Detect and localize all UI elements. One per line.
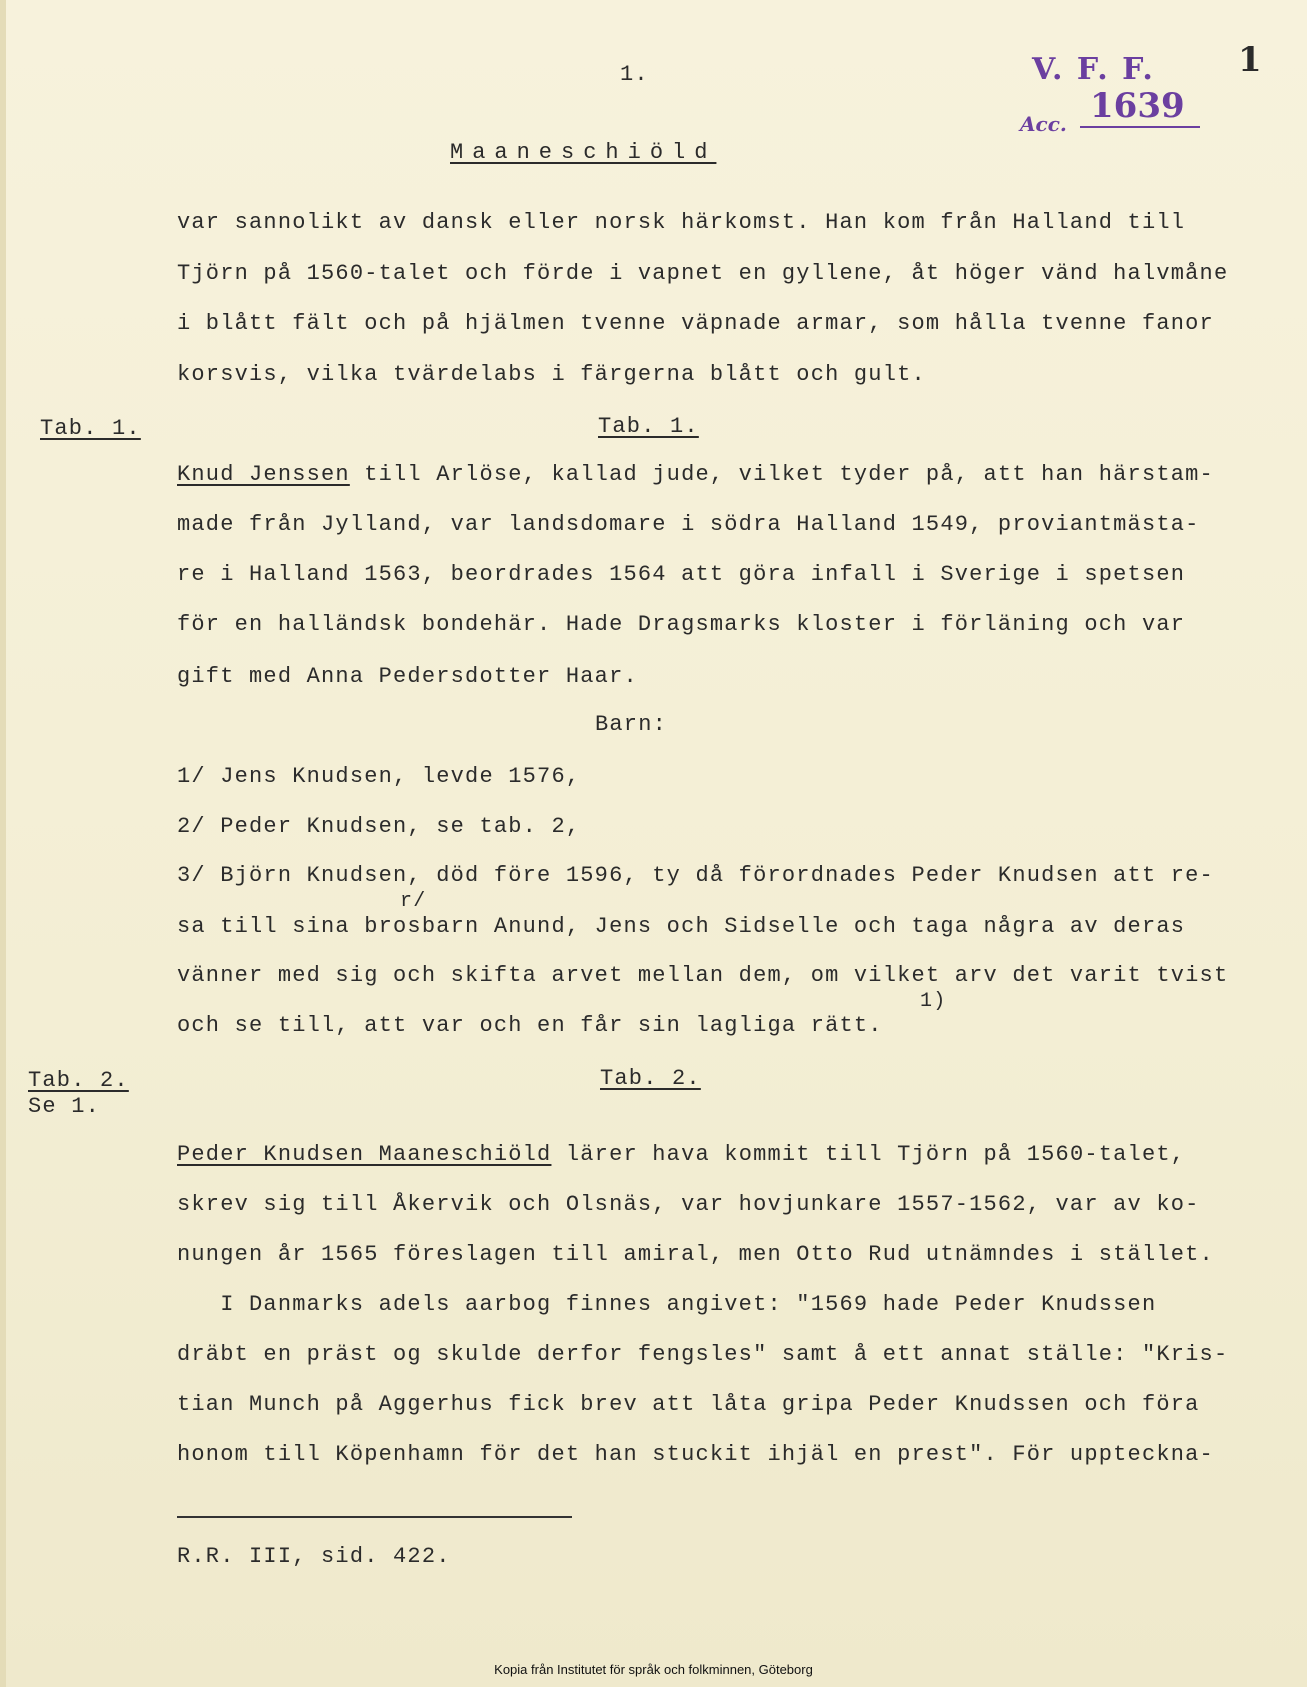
paragraph-line: re i Halland 1563, beordrades 1564 att göra infall i Sverige i spetsen	[177, 562, 1186, 587]
margin-label-tab2: Tab. 2.	[28, 1068, 129, 1093]
paragraph-line: för en halländsk bondehär. Hade Dragsmarks kloster i förläning och var	[177, 612, 1186, 637]
paragraph-line: dräbt en präst og skulde derfor fengsles" samt å ett annat ställe: "Kris-	[177, 1342, 1229, 1367]
person-name: Peder Knudsen Maaneschiöld	[177, 1142, 552, 1167]
paragraph-line: nungen år 1565 föreslagen till amiral, men Otto Rud utnämndes i stället.	[177, 1242, 1214, 1267]
archive-stamp-prefix: Acc.	[1020, 112, 1067, 136]
insert-mark: r/	[400, 890, 427, 913]
footnote-mark: 1)	[920, 990, 947, 1013]
person-name: Knud Jenssen	[177, 462, 350, 487]
document-title: Maaneschiöld	[450, 140, 717, 165]
child-entry: 1/ Jens Knudsen, levde 1576,	[177, 764, 581, 789]
sheet-number: 1	[1238, 40, 1263, 80]
paragraph-line: I Danmarks adels aarbog finnes angivet: "1569 hade Peder Knudssen	[177, 1292, 1157, 1317]
paragraph-line: vänner med sig och skifta arvet mellan dem, om vilket arv det varit tvist	[177, 963, 1229, 988]
paragraph-line: honom till Köpenhamn för det han stuckit ihjäl en prest". För uppteckna-	[177, 1442, 1214, 1467]
intro-line: var sannolikt av dansk eller norsk härkomst. Han kom från Halland till	[177, 210, 1186, 235]
paragraph-line: gift med Anna Pedersdotter Haar.	[177, 664, 638, 689]
page-edge	[0, 0, 6, 1687]
intro-line: Tjörn på 1560-talet och förde i vapnet en gyllene, åt höger vänd halvmåne	[177, 261, 1229, 286]
paragraph-line: tian Munch på Aggerhus fick brev att låta gripa Peder Knudssen och föra	[177, 1392, 1200, 1417]
child-entry: 3/ Björn Knudsen, död före 1596, ty då förordnades Peder Knudsen att re-	[177, 863, 1214, 888]
paragraph-line: och se till, att var och en får sin lagliga rätt.	[177, 1013, 883, 1038]
paragraph-line	[177, 1142, 1185, 1167]
intro-line: korsvis, vilka tvärdelabs i färgerna blått och gult.	[177, 362, 926, 387]
archive-footer: Kopia från Institutet för språk och folkminnen, Göteborg	[494, 1662, 813, 1677]
line-rest: till Arlöse, kallad jude, vilket tyder på, att han härstam-	[349, 462, 1214, 487]
child-entry: 2/ Peder Knudsen, se tab. 2,	[177, 814, 581, 839]
stamp-underline	[1080, 126, 1200, 128]
margin-sub-tab2: Se 1.	[28, 1094, 101, 1119]
archive-stamp-line1: V. F. F.	[1032, 52, 1155, 87]
margin-label-tab1: Tab. 1.	[40, 416, 141, 441]
section-heading-tab2: Tab. 2.	[600, 1066, 701, 1091]
line-rest: lärer hava kommit till Tjörn på 1560-talet,	[551, 1142, 1186, 1167]
children-heading: Barn:	[595, 712, 668, 737]
archive-stamp-number: 1639	[1090, 86, 1185, 126]
paragraph-line: made från Jylland, var landsdomare i södra Halland 1549, proviantmästa-	[177, 512, 1200, 537]
footnote-rule	[177, 1516, 572, 1518]
paragraph-line	[177, 462, 1214, 487]
paragraph-line: skrev sig till Åkervik och Olsnäs, var hovjunkare 1557-1562, var av ko-	[177, 1192, 1200, 1217]
page-number: 1.	[620, 62, 649, 87]
footnote-text: R.R. III, sid. 422.	[177, 1544, 451, 1569]
paragraph-line: sa till sina brosbarn Anund, Jens och Sidselle och taga några av deras	[177, 914, 1186, 939]
section-heading-tab1: Tab. 1.	[598, 414, 699, 439]
intro-line: i blått fält och på hjälmen tvenne väpnade armar, som hålla tvenne fanor	[177, 311, 1214, 336]
